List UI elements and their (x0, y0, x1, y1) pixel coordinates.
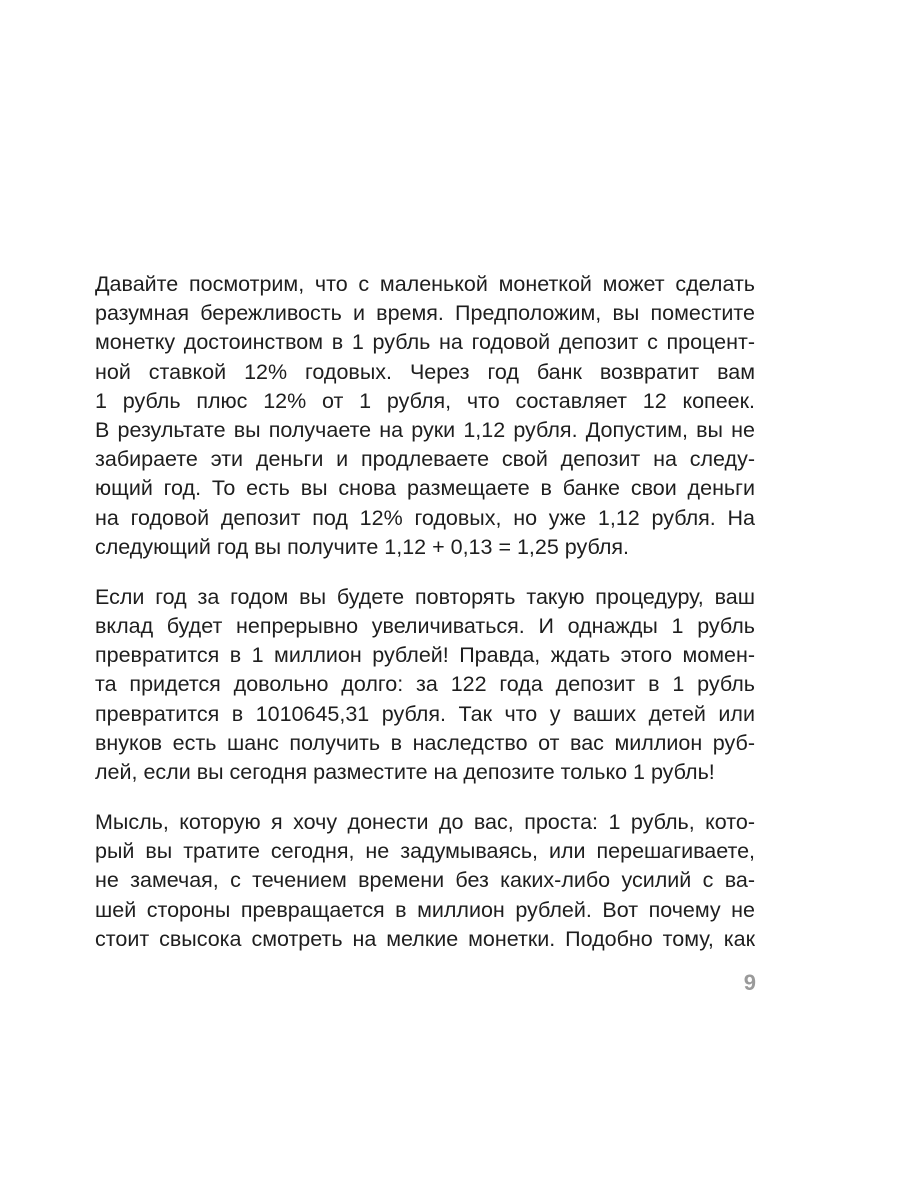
page-number: 9 (743, 970, 756, 995)
text-line: монетку достоинством в 1 рубль на годовой депозит с процент- (95, 330, 755, 355)
text-line: разумная бережливость и время. Предположим, вы поместите (95, 301, 755, 326)
body-text (95, 270, 755, 954)
text-line: Мысль, которую я хочу донести до вас, проста: 1 рубль, кото- (95, 810, 755, 835)
text-line: стоит свысока смотреть на мелкие монетки. Подобно тому, как (95, 926, 755, 951)
text-line: следующий год вы получите 1,12 + 0,13 = 1,25 рубля. (95, 534, 630, 559)
text-line: вклад будет непрерывно увеличиваться. И однажды 1 рубль (95, 614, 755, 639)
paragraph-1 (95, 270, 755, 562)
paragraph-3 (95, 808, 755, 954)
text-line: превратится в 1010645,31 рубля. Так что у ваших детей или (95, 701, 755, 726)
text-line: забираете эти деньги и продлеваете свой депозит на следу- (95, 447, 755, 472)
text-line: на годовой депозит под 12% годовых, но уже 1,12 рубля. На (95, 505, 755, 530)
text-line: лей, если вы сегодня разместите на депозите только 1 рубль! (95, 760, 715, 785)
text-line: внуков есть шанс получить в наследство от вас миллион руб- (95, 730, 755, 755)
text-line: В результате вы получаете на руки 1,12 рубля. Допустим, вы не (95, 418, 755, 443)
text-line: ющий год. То есть вы снова размещаете в банке свои деньги (95, 476, 755, 501)
text-line: превратится в 1 миллион рублей! Правда, ждать этого момен- (95, 643, 755, 668)
text-line: Давайте посмотрим, что с маленькой монеткой может сделать (95, 272, 755, 296)
paragraph-2 (95, 583, 755, 787)
text-line: шей стороны превращается в миллион рублей. Вот почему не (95, 897, 755, 922)
text-line: рый вы тратите сегодня, не задумываясь, или перешагиваете, (95, 839, 755, 864)
text-line: не замечая, с течением времени без каких-либо усилий с ва- (95, 868, 755, 893)
text-line: та придется довольно долго: за 122 года депозит в 1 рубль (95, 672, 755, 697)
text-line: Если год за годом вы будете повторять такую процедуру, ваш (95, 584, 755, 609)
text-line: ной ставкой 12% годовых. Через год банк возвратит вам (95, 359, 755, 384)
text-line: 1 рубль плюс 12% от 1 рубля, что составляет 12 копеек. (95, 388, 755, 413)
